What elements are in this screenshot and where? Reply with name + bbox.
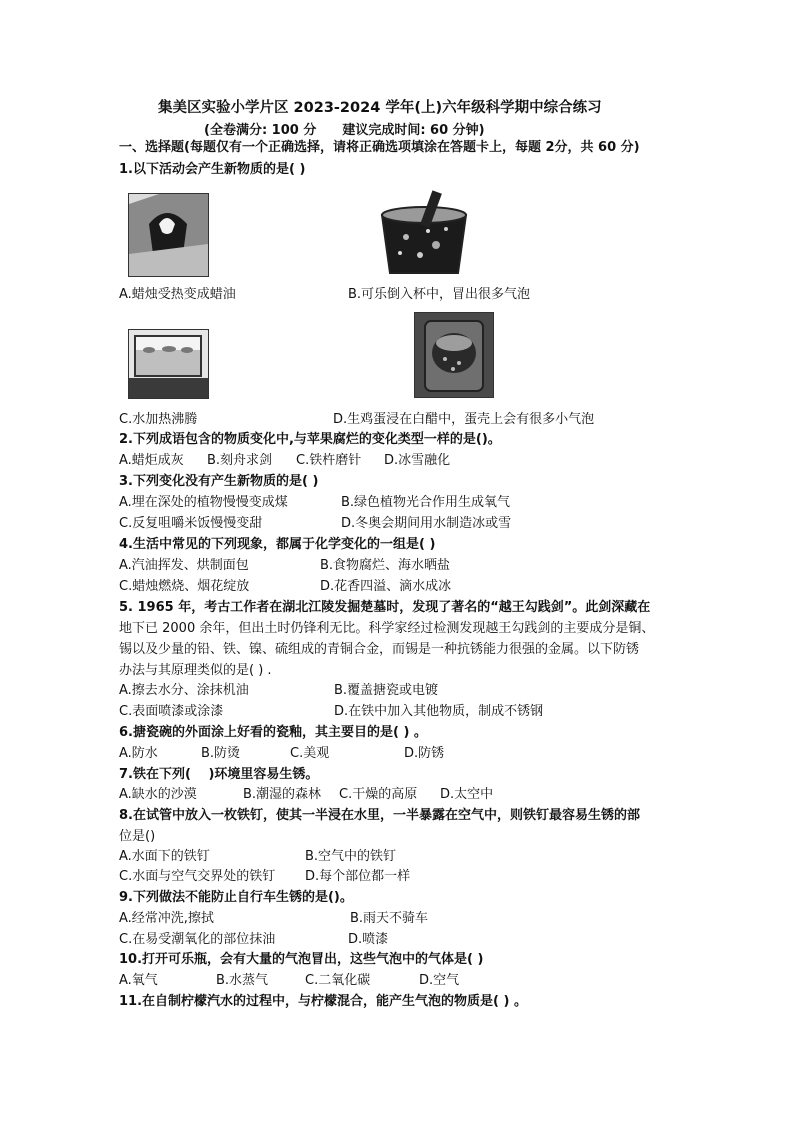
q1-option-b: B.可乐倒入杯中，冒出很多气泡: [348, 287, 531, 302]
q4-option-b: B.食物腐烂、海水晒盐: [320, 558, 451, 573]
q9-option-d: D.喷漆: [348, 932, 389, 947]
cola-cup-image: [376, 189, 472, 277]
q7-option-d: D.太空中: [440, 787, 494, 802]
question-10-stem: 10.打开可乐瓶，会有大量的气泡冒出，这些气泡中的气体是( ): [119, 952, 484, 967]
q5-option-c: C.表面喷漆或涂漆: [119, 704, 224, 719]
q8-option-b: B.空气中的铁钉: [305, 849, 397, 864]
question-5-line-3: 锡以及少量的铅、铁、镍、硫组成的青铜合金，而锡是一种抗锈能力很强的金属。以下防锈: [119, 642, 640, 657]
q10-option-b: B.水蒸气: [216, 973, 269, 988]
q1-option-d: D.生鸡蛋浸在白醋中，蛋壳上会有很多小气泡: [333, 412, 595, 427]
question-8-line-1: 8.在试管中放入一枚铁钉，使其一半浸在水里，一半暴露在空气中，则铁钉最容易生锈的部: [119, 808, 640, 823]
q9-option-a: A.经常冲洗,擦拭: [119, 911, 214, 926]
q9-option-b: B.雨天不骑车: [350, 911, 429, 926]
q10-option-d: D.空气: [419, 973, 460, 988]
exam-subtitle: (全卷满分: 100 分 建议完成时间: 60 分钟): [204, 123, 485, 138]
egg-vinegar-image: [414, 312, 494, 398]
question-9-stem: 9.下列做法不能防止自行车生锈的是()。: [119, 890, 353, 905]
q2-option-d: D.冰雪融化: [384, 453, 451, 468]
q1-option-a: A.蜡烛受热变成蜡油: [119, 287, 236, 302]
q3-option-d: D.冬奥会期间用水制造冰或雪: [341, 516, 512, 531]
q2-option-b: B.刻舟求剑: [207, 453, 273, 468]
q6-option-a: A.防水: [119, 746, 158, 761]
section-heading: 一、选择题(每题仅有一个正确选择，请将正确选项填涂在答题卡上，每题 2分，共 60 分): [119, 140, 640, 155]
question-7-stem: 7.铁在下列( )环境里容易生锈。: [119, 767, 319, 782]
q7-option-a: A.缺水的沙漠: [119, 787, 197, 802]
q4-option-c: C.蜡烛燃烧、烟花绽放: [119, 579, 250, 594]
q8-option-d: D.每个部位都一样: [305, 869, 411, 884]
q10-option-a: A.氧气: [119, 973, 158, 988]
question-1-stem: 1.以下活动会产生新物质的是( ): [119, 162, 306, 177]
q6-option-d: D.防锈: [404, 746, 445, 761]
exam-title: 集美区实验小学片区 2023-2024 学年(上)六年级科学期中综合练习: [158, 100, 602, 116]
q4-option-d: D.花香四溢、滴水成冰: [320, 579, 452, 594]
candle-melting-image: [128, 193, 209, 277]
question-2-stem: 2.下列成语包含的物质变化中,与苹果腐烂的变化类型一样的是()。: [119, 432, 501, 447]
q6-option-c: C.美观: [290, 746, 330, 761]
question-5-line-4: 办法与其原理类似的是( ) .: [119, 663, 272, 678]
q7-option-b: B.潮湿的森林: [243, 787, 322, 802]
q5-option-b: B.覆盖搪瓷或电镀: [334, 683, 439, 698]
question-4-stem: 4.生活中常见的下列现象，都属于化学变化的一组是( ): [119, 537, 436, 552]
q8-option-a: A.水面下的铁钉: [119, 849, 210, 864]
q2-option-c: C.铁杵磨针: [296, 453, 362, 468]
boiling-water-image: [128, 329, 209, 399]
q3-option-b: B.绿色植物光合作用生成氧气: [341, 495, 511, 510]
q10-option-c: C.二氧化碳: [305, 973, 371, 988]
q3-option-c: C.反复咀嚼米饭慢慢变甜: [119, 516, 263, 531]
question-6-stem: 6.搪瓷碗的外面涂上好看的瓷釉，其主要目的是( ) 。: [119, 725, 427, 740]
q2-option-a: A.蜡炬成灰: [119, 453, 184, 468]
q6-option-b: B.防烫: [201, 746, 241, 761]
q1-option-c: C.水加热沸腾: [119, 412, 198, 427]
question-11-stem: 11.在自制柠檬汽水的过程中，与柠檬混合，能产生气泡的物质是( ) 。: [119, 994, 527, 1009]
q3-option-a: A.埋在深处的植物慢慢变成煤: [119, 495, 288, 510]
question-5-line-1: 5. 1965 年，考古工作者在湖北江陵发掘楚墓时，发现了著名的“越王勾践剑”。此剑深藏在: [119, 600, 651, 615]
q8-option-c: C.水面与空气交界处的铁钉: [119, 869, 276, 884]
q7-option-c: C.干燥的高原: [339, 787, 418, 802]
question-8-line-2: 位是(): [119, 829, 156, 844]
q4-option-a: A.汽油挥发、烘制面包: [119, 558, 249, 573]
q5-option-a: A.擦去水分、涂抹机油: [119, 683, 249, 698]
q5-option-d: D.在铁中加入其他物质，制成不锈钢: [334, 704, 544, 719]
question-5-line-2: 地下已 2000 余年，但出土时仍锋利无比。科学家经过检测发现越王勾践剑的主要成分是铜、: [119, 621, 655, 636]
question-3-stem: 3.下列变化没有产生新物质的是( ): [119, 474, 319, 489]
q9-option-c: C.在易受潮氧化的部位抹油: [119, 932, 276, 947]
